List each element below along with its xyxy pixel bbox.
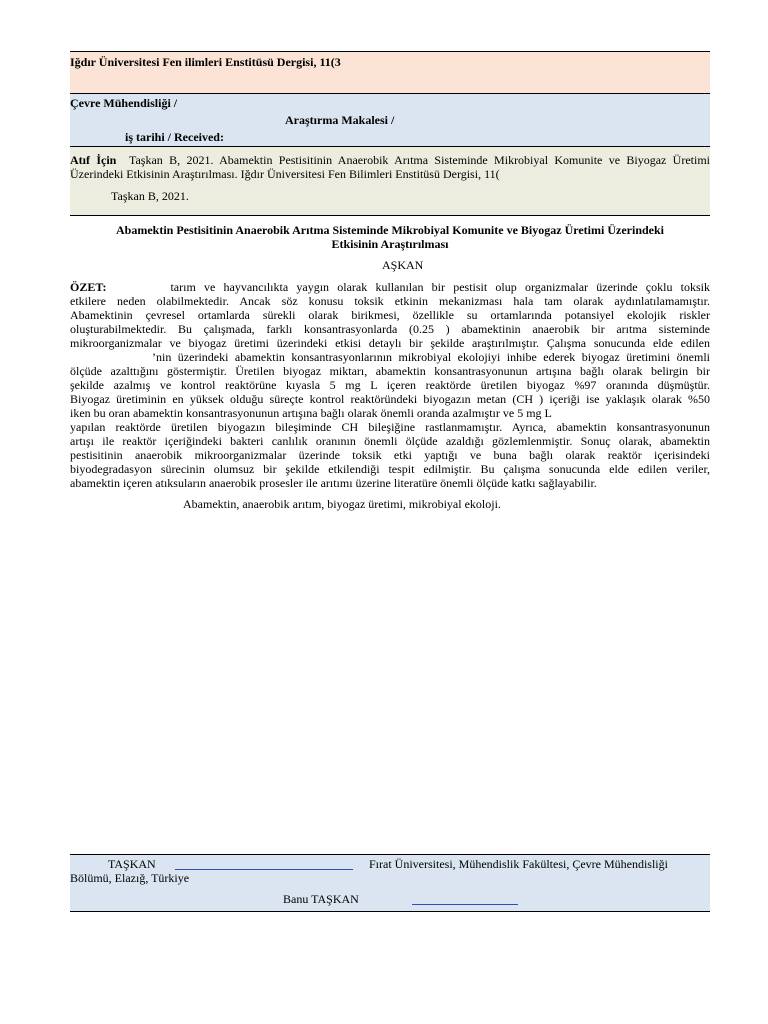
abstract-line-3: Abamektinin çevresel ortamlarda sürekli olarak birikmesi, özellikle su ortamlarında potansiyel ekolojik riskler [70, 308, 710, 322]
footer-bottom-rule [70, 911, 710, 912]
abstract-line-7: ölçüde azalttığını göstermiştir. Üretilen biyogaz miktarı, abamektin konsantrasyonunun artışına bağlı olarak belirgin bir [70, 364, 710, 378]
abstract [70, 280, 710, 490]
top-rule [70, 51, 710, 52]
abstract-line-6: ’nin üzerindeki abamektin konsantrasyonlarının mikrobiyal ekolojiyi inhibe ederek biyogaz üretimini önemli [152, 350, 710, 364]
affiliation-line-2: Bölümü, Elazığ, Türkiye [70, 871, 190, 885]
abstract-line-1: ÖZET: tarım ve hayvancılıkta yaygın olarak kullanılan bir pestisit olup organizmalar üzerinde çoklu toksik [70, 280, 710, 294]
rule-3 [70, 146, 710, 147]
affiliation-line-1: Fırat Üniversitesi, Mühendislik Fakültesi, Çevre Mühendisliği [369, 857, 668, 871]
abstract-line-8: şekilde azalmış ve kontrol reaktörüne kıyasla 5 mg L içeren reaktörde üretilen biyogaz %97 oranında düşmüştür. [70, 378, 710, 392]
rule-2 [70, 93, 710, 94]
cite-label: Atıf İçin [70, 153, 117, 167]
abstract-line-5: mikroorganizmalar ve biyogaz üretimi üzerindeki etkisi detaylı bir şekilde araştırılmıştır. Çalışma sonucunda elde edilen [70, 336, 710, 350]
article-title [70, 223, 710, 251]
email-link-underline[interactable] [412, 904, 518, 905]
journal-line: Iğdır Üniversitesi Fen ilimleri Enstitüsü Dergisi, 11(3 [70, 55, 341, 69]
abstract-line-12: artışı ile reaktör içeriğindeki bakteri canlılık oranının önemli ölçüde azaldığı gözlemlenmiştir. Sonuç olarak, abamektin [70, 434, 710, 448]
corresponding-author: Banu TAŞKAN [283, 892, 359, 906]
abstract-line-11: yapılan reaktörde üretilen biyogazın bileşiminde CH bileşiğine rastlanmamıştır. Ayrıca, abamektin konsantrasyonunun [70, 420, 710, 434]
abstract-line-15: abamektin içeren atıksuların anaerobik prosesler ile arıtımı üzerine literatüre önemli ölçüde katkı sağlayabilir. [70, 476, 597, 490]
article-type: Araştırma Makalesi / [285, 113, 395, 127]
author-name: AŞKAN [382, 258, 424, 272]
citation-block [70, 153, 710, 181]
title-line-2: Etkisinin Araştırılması [331, 237, 449, 251]
citation-line-1: Atıf İçin Taşkan B, 2021. Abamektin Pestisitinin Anaerobik Arıtma Sisteminde Mikrobiyal Komunite ve Biyogaz Üretimi [70, 153, 710, 167]
abstract-line-9: Biyogaz üretiminin en yüksek olduğu süreçte kontrol reaktöründeki biyogazın metan (CH ) içeriği ise yaklaşık olarak %50 [70, 392, 710, 406]
title-line-1: Abamektin Pestisitinin Anaerobik Arıtma Sisteminde Mikrobiyal Komunite ve Biyogaz Üretimi Üzerindeki [116, 223, 664, 237]
received-label: iş tarihi / Received: [125, 130, 224, 144]
abstract-line-14: biyodegradasyon sürecinin olumsuz bir şekilde etkilendiği tespit edilmiştir. Bu çalışma sonucunda elde edilen veriler, [70, 462, 710, 476]
abstract-label: ÖZET: [70, 280, 107, 294]
abstract-line-4: oluşturabilmektedir. Bu çalışmada, farklı konsantrasyonlarda (0.25 ) abamektinin anaerobik bir arıtma sisteminde [70, 322, 710, 336]
abstract-line-10: iken bu oran abamektin konsantrasyonunun artışına bağlı olarak önemli oranda azalmıştır ve 5 mg L [70, 406, 552, 420]
footer-author-name: TAŞKAN [108, 857, 156, 871]
orcid-link-underline[interactable] [175, 869, 353, 870]
cite-short: Taşkan B, 2021. [111, 189, 189, 203]
keywords: Abamektin, anaerobik arıtım, biyogaz üretimi, mikrobiyal ekoloji. [183, 497, 501, 511]
rule-4 [70, 215, 710, 216]
field-label: Çevre Mühendisliği / [70, 96, 178, 110]
citation-line-2: Üzerindeki Etkisinin Araştırılması. Iğdır Üniversitesi Fen Bilimleri Enstitüsü Dergisi, 11( [70, 167, 500, 181]
abstract-line-2: etkilere neden olabilmektedir. Ancak söz konusu toksik etkinin mekanizması hala tam olarak aydınlatılamamıştır. [70, 294, 710, 308]
abstract-line-13: pestisitinin anaerobik mikroorganizmalar üzerinde toksik etki yaptığı ve buna bağlı olarak reaktör içerisindeki [70, 448, 710, 462]
